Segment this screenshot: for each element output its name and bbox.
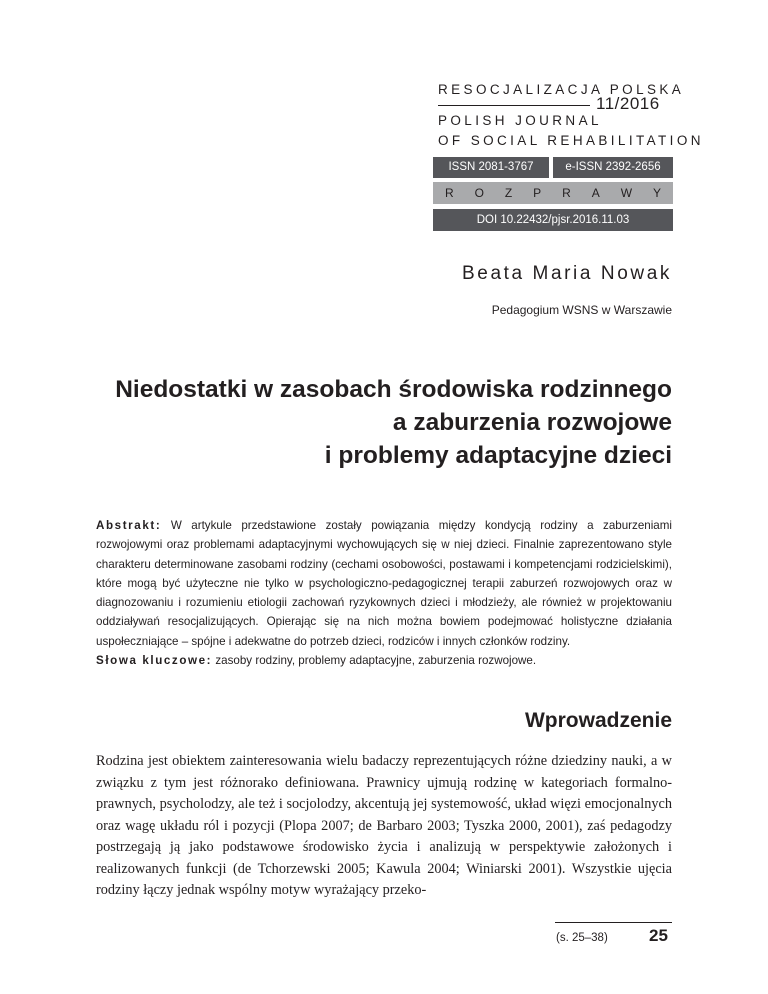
abstract-text: W artykule przedstawione zostały powiązania między kondycją rodziny a zaburzeniami rozwojowymi oraz problemami adaptacyjnymi wychowujących się w niej dzieci. Finalnie zaprezentowano style charakteru determinowane zasobami rodziny (cechami osobowości, postawami i kompetencjami rodzicielskimi), które mogą być użyteczne nie tylko w psychologiczno-pedagogicznej terapii zaburzeń rozwojowych oraz w diagnozowaniu i rozumieniu etiologii zachowań ryzykownych dzieci i młodzieży, ale również w projektowaniu oddziaływań resocjalizujących. Opierając się na nich można bowiem podejmować holistyczne działania uspołeczniające – spójne i adekwatne do potrzeb dzieci, rodziców i innych członków rodziny. (96, 519, 672, 648)
author-name: Beata Maria Nowak (462, 263, 672, 284)
page-number: 25 (649, 926, 668, 945)
section-letter: P (533, 186, 542, 200)
issn-badge: ISSN 2081-3767 (433, 157, 549, 178)
section-letter: R (562, 186, 571, 200)
section-category-bar (433, 182, 673, 204)
author-affiliation: Pedagogium WSNS w Warszawie (491, 303, 672, 317)
journal-name-en-line2: OF SOCIAL REHABILITATION (438, 133, 704, 148)
body-paragraph: Rodzina jest obiektem zainteresowania wielu badaczy reprezentujących różne dziedziny nauki, a w związku z tym jest różnorako definiowana. Prawnicy ujmują rodzinę w kategoriach formalno-prawnych, psycholodzy, ale też i socjolodzy, akcentują jej systemowość, układ więzi emocjonalnych oraz wagę układu ról i pozycji (Plopa 2007; de Barbaro 2003; Tyszka 2000, 2001), zaś pedagodzy postrzegają ją jako podstawowe środowisko życia i analizują w perspektywie założonych i realizowanych funkcji (de Tchorzewski 2005; Kawula 2004; Winiarski 2001). Wszystkie ujęcia rodziny łączy jednak wspólny motyw wyrażający przeko- (96, 753, 672, 898)
footer-divider (555, 922, 672, 923)
article-title-line: i problemy adaptacyjne dzieci (324, 442, 672, 469)
section-letter: Y (652, 186, 661, 200)
article-title (72, 373, 672, 472)
doi-badge: DOI 10.22432/pjsr.2016.11.03 (433, 209, 673, 231)
section-letter: A (591, 186, 600, 200)
section-letter: R (445, 186, 454, 200)
keywords-text: zasoby rodziny, problemy adaptacyjne, zaburzenia rozwojowe. (215, 654, 537, 668)
section-letter: Z (504, 186, 513, 200)
keywords-label: Słowa kluczowe: (96, 654, 213, 668)
section-letter: W (620, 186, 633, 200)
journal-issue: 11/2016 (596, 94, 660, 113)
article-title-line: Niedostatki w zasobach środowiska rodzinnego (115, 376, 672, 403)
abstract (96, 516, 672, 670)
article-title-line: a zaburzenia rozwojowe (392, 409, 672, 436)
section-heading: Wprowadzenie (524, 709, 672, 732)
page-range: (s. 25–38) (556, 932, 608, 944)
abstract-label: Abstrakt: (96, 519, 162, 532)
journal-name-pl: RESOCJALIZACJA POLSKA (438, 82, 685, 97)
section-letter: O (474, 186, 484, 200)
masthead-divider (438, 105, 590, 106)
journal-name-en-line1: POLISH JOURNAL (438, 113, 602, 128)
eissn-badge: e-ISSN 2392-2656 (553, 157, 673, 178)
